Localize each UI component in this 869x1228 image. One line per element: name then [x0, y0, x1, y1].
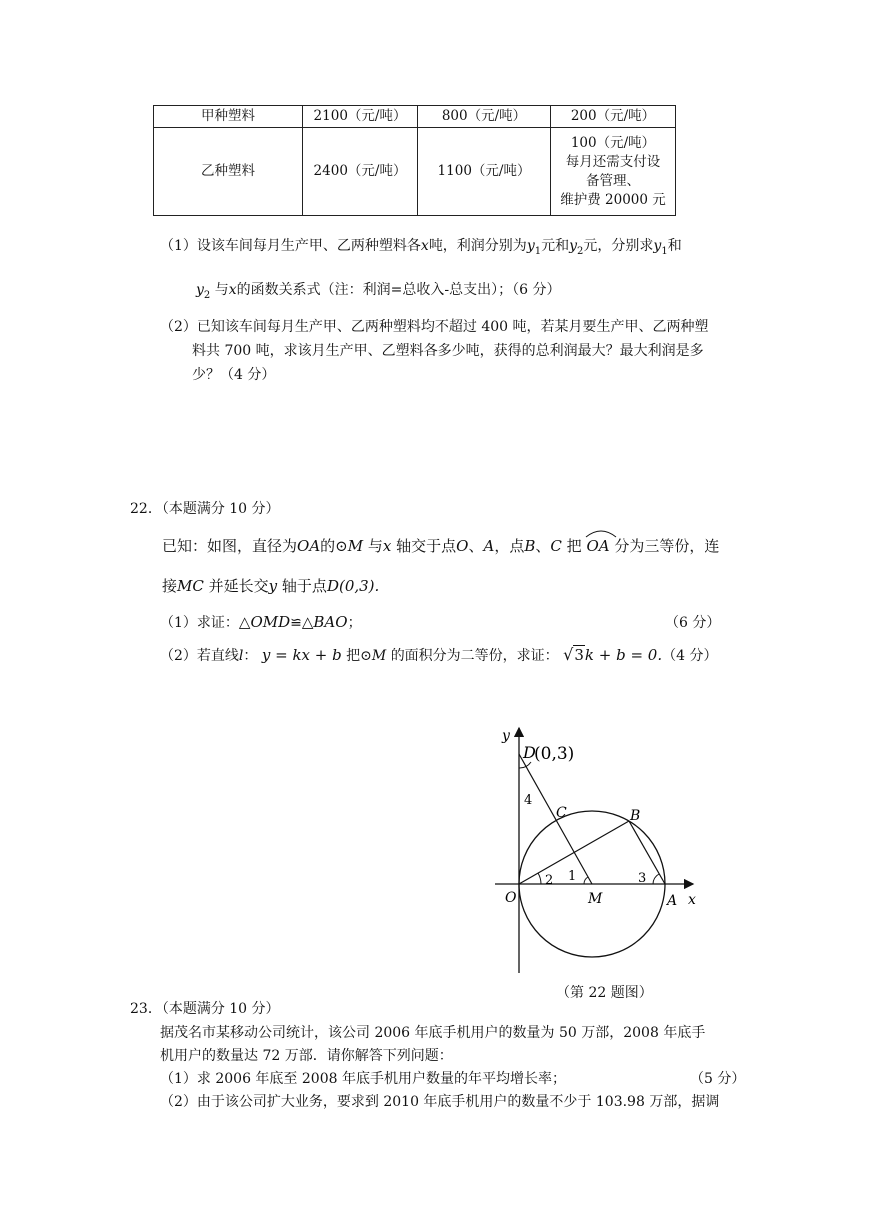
q23-part1: （1）求 2006 年底至 2008 年底手机用户数量的年平均增长率； [160, 1071, 566, 1087]
angle-3-arc [653, 874, 659, 884]
q22-stem-line1: 已知：如图，直径为OA的⊙M 与x 轴交于点O、A，点B、C 把 OA 分为三等份，连 [162, 535, 719, 556]
table-cell: 2400（元/吨） [303, 128, 418, 216]
table-row [154, 128, 676, 216]
table-cell: 1100（元/吨） [418, 128, 551, 216]
point-B-label: B [630, 808, 641, 824]
q22-part1-score: （6 分） [665, 615, 721, 631]
q22-figure [470, 715, 710, 985]
y-axis-label: y [502, 728, 510, 744]
point-O-label: O [505, 890, 517, 906]
arc-OA: OA [586, 537, 609, 555]
cell-line: 200（元/吨） [570, 108, 656, 124]
table-cell: 甲种塑料 [154, 106, 303, 128]
price-table [153, 105, 676, 216]
q22-stem-line2: 接MC 并延长交y 轴于点D(0,3). [162, 577, 380, 595]
table-cell [551, 128, 676, 216]
angle-2-arc [538, 873, 541, 884]
line-BA [629, 821, 665, 884]
q22-heading: 22．（本题满分 10 分） [130, 501, 280, 517]
figure-caption: （第 22 题图） [556, 985, 653, 1001]
cell-line: 100（元/吨） [570, 134, 656, 151]
x-axis-label: x [688, 892, 696, 908]
angle-1-label: 1 [568, 869, 577, 884]
cell-line: 备管理、 [586, 172, 640, 189]
table-cell: 800（元/吨） [418, 106, 551, 128]
cell-line: 维护费 20000 元 [560, 191, 666, 208]
point-C-label: C [556, 805, 567, 821]
q23-line1: 据茂名市某移动公司统计，该公司 2006 年底手机用户的数量为 50 万部，2008 年底手 [160, 1025, 706, 1041]
point-D-label: D [523, 743, 536, 762]
q22-part2: （2）若直线l： y = kx + b 把⊙M 的面积分为二等份，求证： √3k + b = 0.（4 分） [160, 645, 718, 664]
arc-mark-icon [584, 528, 618, 538]
q21-part2-line3: 少？（4 分） [192, 367, 276, 383]
q23-part1-score: （5 分） [690, 1071, 746, 1087]
q23-part2: （2）由于该公司扩大业务，要求到 2010 年底手机用户的数量不少于 103.98 万部，据调 [160, 1094, 720, 1110]
table-row [154, 106, 676, 128]
cell-line: 每月还需支付设 [565, 153, 661, 170]
table-cell [551, 106, 676, 128]
q21-part2-line1: （2）已知该车间每月生产甲、乙两种塑料均不超过 400 吨，若某月要生产甲、乙两种塑 [160, 319, 709, 335]
angle-3-label: 3 [638, 871, 647, 886]
point-D-coord: (0,3) [534, 744, 575, 764]
q21-part1-line1: （1）设该车间每月生产甲、乙两种塑料各x吨，利润分别为$y_1$元和$y_2$元，分别求$y_1$和 [160, 238, 682, 257]
q22-part1: （1）求证：△OMD≌△BAO； [160, 613, 362, 631]
table-cell: 2100（元/吨） [303, 106, 418, 128]
sqrt-icon: √ [563, 645, 574, 664]
point-A-label: A [667, 893, 678, 909]
angle-4-label: 4 [524, 793, 533, 808]
point-M-label: M [588, 891, 603, 907]
q23-heading: 23．（本题满分 10 分） [130, 1001, 280, 1017]
angle-1-arc [584, 877, 588, 884]
table-cell: 乙种塑料 [154, 128, 303, 216]
q23-line2: 机用户的数量达 72 万部．请你解答下列问题： [160, 1048, 453, 1064]
q21-part2-line2: 料共 700 吨，求该月生产甲、乙塑料各多少吨，获得的总利润最大？最大利润是多 [192, 343, 704, 359]
q21-part1-line2: $y_2$ 与x的函数关系式（注：利润=总收入-总支出）；（6 分） [196, 282, 561, 301]
angle-2-label: 2 [545, 873, 554, 888]
